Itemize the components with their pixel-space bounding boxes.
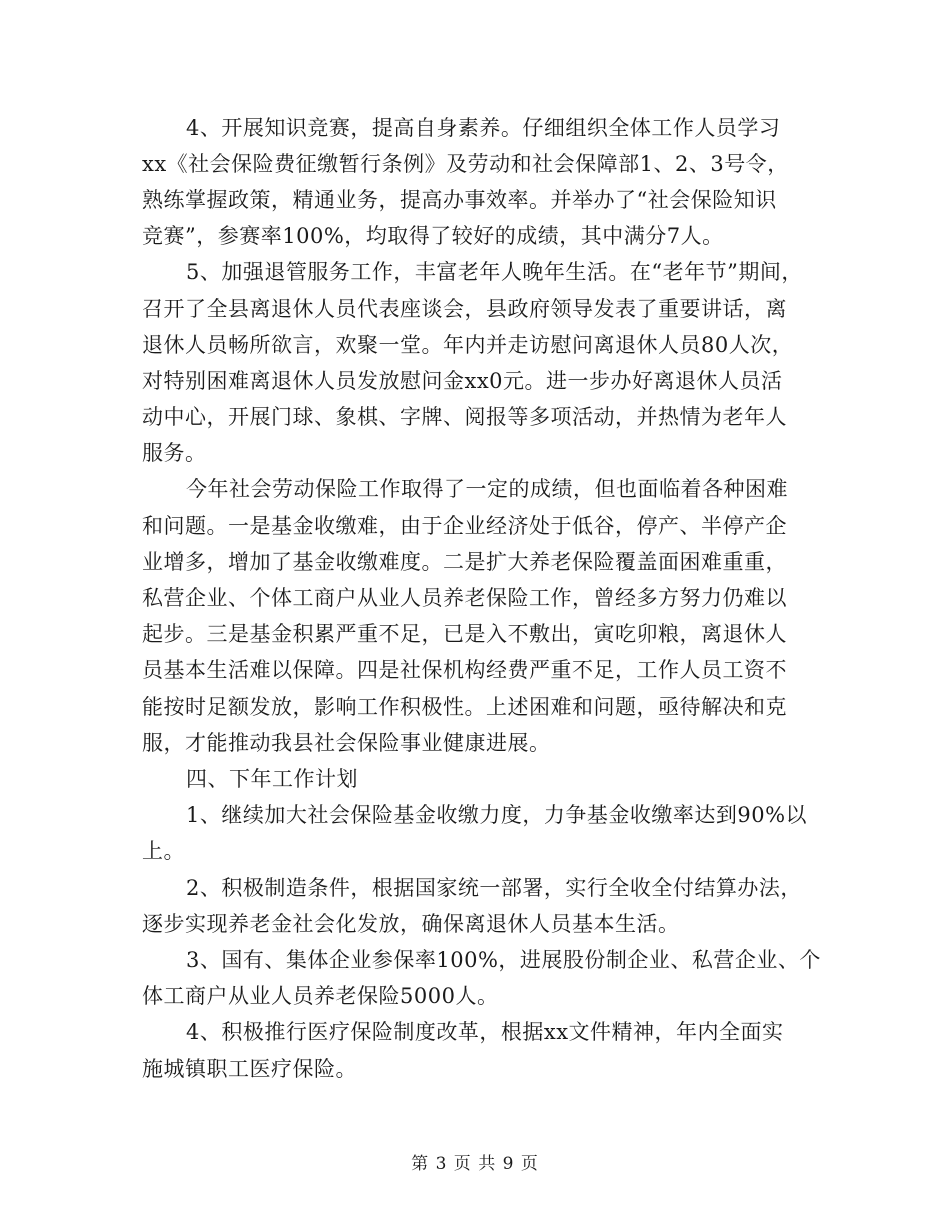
body-line: xx《社会保险费征缴暂行条例》及劳动和社会保障部1、2、3号令，	[142, 152, 789, 176]
body-line: 5、加强退管服务工作，丰富老年人晚年生活。在“老年节”期间，	[186, 260, 803, 284]
body-line: 召开了全县离退休人员代表座谈会，县政府领导发表了重要讲话，离	[142, 297, 787, 321]
body-line: 熟练掌握政策，精通业务，提高办事效率。并举办了“社会保险知识	[142, 188, 777, 212]
body-line: 对特别困难离退休人员发放慰问金xx0元。进一步办好离退休人员活	[142, 369, 783, 393]
body-line: 业增多，增加了基金收缴难度。二是扩大养老保险覆盖面困难重重，	[142, 550, 787, 574]
body-line: 今年社会劳动保险工作取得了一定的成绩，但也面临着各种困难	[186, 477, 788, 501]
body-line: 服，才能推动我县社会保险事业健康进展。	[142, 731, 551, 755]
body-line: 私营企业、个体工商户从业人员养老保险工作，曾经多方努力仍难以	[142, 586, 787, 610]
page-number-footer: 第 3 页 共 9 页	[411, 1154, 539, 1174]
body-line: 1、继续加大社会保险基金收缴力度，力争基金收缴率达到90%以	[186, 803, 808, 827]
body-line: 退休人员畅所欲言，欢聚一堂。年内并走访慰问离退休人员80人次，	[142, 333, 794, 357]
body-line: 能按时足额发放，影响工作积极性。上述困难和问题，亟待解决和克	[142, 695, 787, 719]
body-line: 2、积极制造条件，根据国家统一部署，实行全收全付结算办法，	[186, 876, 802, 900]
body-line: 服务。	[142, 441, 207, 465]
body-line: 4、积极推行医疗保险制度改革，根据xx文件精神，年内全面实	[186, 1020, 784, 1044]
body-line: 体工商户从业人员养老保险5000人。	[142, 984, 499, 1008]
body-line: 动中心，开展门球、象棋、字牌、阅报等多项活动，并热情为老年人	[142, 405, 787, 429]
body-line: 逐步实现养老金社会化发放，确保离退休人员基本生活。	[142, 912, 680, 936]
body-line: 施城镇职工医疗保险。	[142, 1057, 357, 1081]
body-line: 起步。三是基金积累严重不足，已是入不敷出，寅吃卯粮，离退休人	[142, 622, 787, 646]
body-line: 4、开展知识竞赛，提高自身素养。仔细组织全体工作人员学习	[186, 116, 781, 140]
body-line: 竞赛”，参赛率100%，均取得了较好的成绩，其中满分7人。	[142, 224, 724, 248]
body-line: 上。	[142, 839, 185, 863]
body-line: 和问题。一是基金收缴难，由于企业经济处于低谷，停产、半停产企	[142, 514, 787, 538]
section-heading: 四、下年工作计划	[186, 767, 358, 791]
body-line: 员基本生活难以保障。四是社保机构经费严重不足，工作人员工资不	[142, 658, 787, 682]
body-line: 3、国有、集体企业参保率100%，进展股份制企业、私营企业、个	[186, 948, 821, 972]
